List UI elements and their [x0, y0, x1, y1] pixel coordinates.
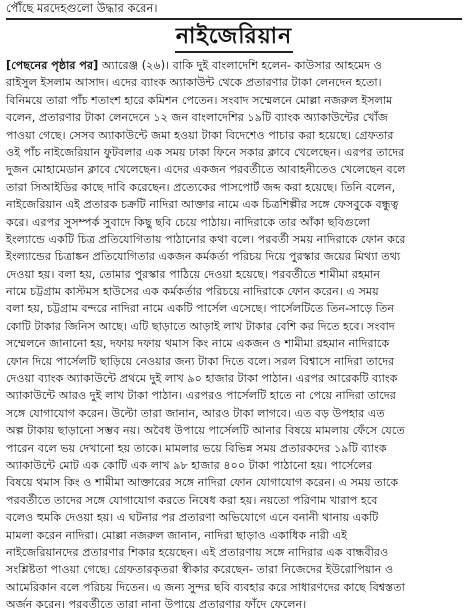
article-line [6, 370, 462, 387]
article-line-text: ইংল্যান্ডে একটি চিত্র প্রতিযোগিতায় পাঠানোর কথা বলে। পরবর্তী সময় নাদিরাকে ফোন করে [6, 232, 406, 246]
article-body [6, 57, 462, 614]
article-line [6, 596, 462, 613]
article-line-text: অ্যারেঞ্জ (২৬)। বাকি দুই বাংলাদেশি হলেন- কাউসার আহমেদ ও [98, 59, 382, 72]
article-line [6, 335, 462, 352]
article-divider [6, 18, 462, 20]
article-line-text: দেওয়া ব্যাংক অ্যাকাউন্টে প্রথমে দুই লাখ ৯০ হাজার টাকা পাঠান। এরপর আরেকটি ব্যাংক [6, 372, 398, 386]
article-line-text: সম্মেলনে জানানো হয়, দফায় দফায় থমাস কিং নামে একজন ও শামীমা রহমান নাদিরাকে [6, 337, 390, 351]
article-line [6, 144, 462, 161]
article-line [6, 579, 462, 596]
article-line-text: পাওয়া গেছে। সেসব অ্যাকাউন্টে জমা হওয়া টাকা বিদেশেও পাচার করা হয়েছে। গ্রেফতার [6, 128, 394, 142]
article-line [6, 92, 462, 109]
article-line-text: বলেও হুমকি দেওয়া হয়। এ ঘটনার পর প্রতারণা অভিযোগে এনে বনানী থানায় একটি [6, 511, 379, 525]
article-line-text: তারা সিআইডির কাছে দাবি করেছেন। প্রত্যেকের পাসপোর্ট জব্দ করা হয়েছে। তিনি বলেন, [6, 180, 396, 194]
article-line-text: মামলা করেন নাদিরা। মোল্লা নজরুল জানান, নাদিরা ছাড়াও একাধিক নারী এই [6, 528, 347, 542]
article-line [6, 179, 462, 196]
article-line [6, 509, 462, 526]
article-line [6, 161, 462, 178]
previous-article-tail: পৌঁছে মরদেহগুলো উদ্ধার করেন। [6, 1, 158, 15]
article-line-text: পরবর্তীতে তাদের সঙ্গে যোগাযোগ করতে নিষেধ করা হয়। নয়তো পরিণাম খারাপ হবে [6, 493, 378, 507]
article-line [6, 109, 462, 126]
article-line-text: বিনিময়ে তারা পাঁচ শতাংশ হারে কমিশন পেতেন। সংবাদ সম্মেলনে মোল্লা নজরুল ইসলাম [6, 93, 393, 107]
article-line-text: অ্যাকাউন্টে মোট এক কোটি এক লাখ ৯৮ হাজার ৪০০ টাকা পাঠানো হয়। পার্সেলের [6, 458, 373, 472]
article-line [6, 266, 462, 283]
article-line-text: পারেন বলে ভয় দেখানো হয় তাকে। মামলার ভয়ে বিভিন্ন সময় প্রতারকদের ১৯টি ব্যাংক [6, 441, 387, 455]
article-line-text: নাইজেরিয়ানদের প্রতারণার শিকার হয়েছেন। এই প্রতারণায় সঙ্গে নাদিরার এক বান্ধবীরও [6, 545, 389, 559]
article-line-text: কোটি টাকার জিনিস আছে। এটি ছাড়াতে আড়াই লাখ টাকার বেশি কর দিতে হবে। সংবাদ [6, 319, 395, 333]
article-line-text: অল্প টাকায় ছাড়ানো সম্ভব নয়। অবৈধ উপায়ে পার্সেলটি আনার বিষয়ে মামলায় ফেঁসে যেতে [6, 424, 405, 438]
article-line [6, 474, 462, 491]
article-line [6, 561, 462, 578]
article-line [6, 196, 462, 213]
headline-block [6, 23, 462, 53]
article-line [6, 231, 462, 248]
article-line [6, 318, 462, 335]
article-headline: নাইজেরিয়ান [175, 24, 293, 49]
article-line [6, 127, 462, 144]
article-line-text: নাইজেরিয়ান এই প্রতারক চক্রটি নাদিরা আক্তার নামে এক চিত্রশিল্পীর সঙ্গে ফেসবুকে বন্ধুত্ব [6, 198, 399, 212]
article-line-text: অ্যাকাউন্টে আরও দুই লাখ টাকা পাঠান। এরপরও পার্সেলটি হাতে না পেয়ে নাদিরা তাদের [6, 389, 396, 403]
article-line-text: নামে চট্টগ্রাম কাস্টমস হাউসের এক কর্মকর্তার পরিচয়ে নাদিরাকে ফোন করেন। এ সময় [6, 285, 379, 299]
article-line-text: বিষয়ে থমাস কিং ও শামীমা আক্তারের সঙ্গে নাদিরা ফোন যোগাযোগ করেন। এ সময় তাকে [6, 476, 399, 490]
article-line [6, 353, 462, 370]
article-line-text: করে। এরপর সুসম্পর্ক সুবাদে কিছু ছবি চেয়ে পাঠায়। নাদিরাকে তার আঁকা ছবিগুলো [6, 215, 370, 229]
article-line [6, 440, 462, 457]
article-line-text: বলেন, প্রতারণার টাকা লেনদেনে ১২ জন বাংলাদেশির ১৯টি ব্যাংক অ্যাকাউন্টের খোঁজ [6, 111, 388, 125]
article-line-text: দেওয়া হয়। বলা হয়, তোমার পুরস্কার পাঠিয়ে দেওয়া হয়েছে। পরবর্তীতে শামীমা রহমান [6, 267, 381, 281]
article-line [6, 422, 462, 439]
article-line-text: সঙ্গে যোগাযোগ করেন। উল্টো তারা জানান, আরও টাকা লাগবে। এত বড় উপহার এত [6, 406, 385, 420]
article-line [6, 300, 462, 317]
article-line [6, 527, 462, 544]
article-line-text: ফোন দিয়ে পার্সেলটি ছাড়িয়ে নেওয়ার জন্য টাকা দিতে বলে। সরল বিশ্বাসে নাদিরা তাদের [6, 354, 395, 368]
article-line-text: অর্জন করেন। পরবর্তীতে তারা নানা উপায়ে প্রতারণার ফাঁদে ফেলেন। [6, 598, 307, 612]
article-line [6, 74, 462, 91]
article-line [6, 248, 462, 265]
article-line-text: আমেরিকান বলে পরিচয় দিতেন। এ জন্য সুন্দর ছবি ব্যবহার করে সাধারণদের কাছে বিশ্বস্ততা [6, 580, 405, 594]
article-line-text: ইংল্যান্ডের চিত্রাঙ্কন প্রতিযোগিতার একজন কর্মকর্তা পরিচয় দিয়ে পুরস্কার জয়ের মিথ্যা তথ্য [6, 250, 401, 264]
article-line-text: রাইসুল ইসলাম আসাদ। এদের ব্যাংক অ্যাকাউন্ট থেকে প্রতারণার টাকা লেনদেন হতো। [6, 76, 382, 90]
continued-from-label: [পেছনের পৃষ্ঠার পর] [6, 59, 99, 72]
article-line [6, 457, 462, 474]
article-line [6, 492, 462, 509]
article-line [6, 214, 462, 231]
article-line [6, 57, 462, 74]
article-line-text: ওই পাঁচ নাইজেরিয়ান ফুটবলার এক সময় ঢাকা ফিনে সকার ক্লাবে খেলেছেন। এরপর তাদের [6, 145, 405, 159]
article-line-text: বলা হয়, চট্টগ্রাম বন্দরে নাদিরা নামে একটি পার্সেল এসেছে। পার্সেলটিতে তিন-সাড়ে তিন [6, 302, 395, 316]
article-line [6, 387, 462, 404]
article-line [6, 283, 462, 300]
article-line [6, 544, 462, 561]
article-line-text: সংশ্লিষ্টতা পাওয়া গেছে। গ্রেফতারকৃতরা স্বীকার করেছেন- তারা নিজেদের ইউরোপিয়ান ও [6, 563, 394, 577]
article-line-text: দুজন মোহামেডান ক্লাবে খেলেছেন। এদের একজন পরবর্তীতে আবাহনীতেও খেলেছেন বলে [6, 163, 406, 177]
article-line [6, 405, 462, 422]
